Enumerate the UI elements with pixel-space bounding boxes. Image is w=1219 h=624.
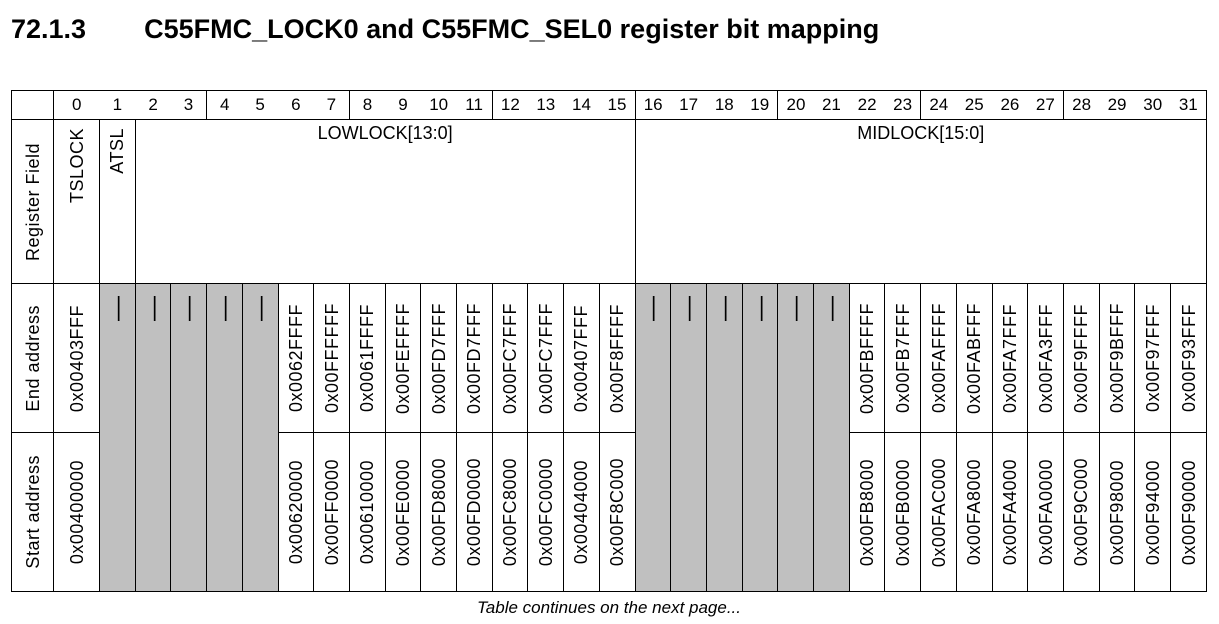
bit-number: 28 (1063, 91, 1099, 120)
end-address-value: 0x00407FFF (571, 304, 592, 412)
start-address-value: 0x00FA0000 (1035, 459, 1056, 566)
field-label: ATSL (107, 128, 128, 174)
start-address-value: 0x00400000 (66, 459, 87, 565)
end-address-cell (1135, 284, 1171, 433)
register-bit-mapping-table (11, 90, 1207, 592)
bit-number: 4 (207, 91, 243, 120)
end-address-cell (421, 284, 457, 433)
start-address-cell (349, 433, 385, 592)
bit-number: 10 (421, 91, 457, 120)
end-address-value: 0x00FD7FFF (428, 302, 449, 414)
reserved-dash: — (174, 296, 203, 322)
bit-number: 29 (1099, 91, 1135, 120)
bit-number: 19 (742, 91, 778, 120)
end-address-cell (528, 284, 564, 433)
section-heading (11, 14, 1219, 45)
end-address-value: 0x00FA7FFF (999, 303, 1020, 413)
end-address-value: 0x0061FFFF (357, 304, 378, 413)
reserved-cell (135, 284, 171, 592)
start-address-cell (992, 433, 1028, 592)
end-address-value: 0x00FC7FFF (535, 302, 556, 414)
reserved-cell (706, 284, 742, 592)
reserved-dash: — (102, 296, 131, 322)
bit-number: 20 (778, 91, 814, 120)
reserved-cell (100, 284, 136, 592)
reserved-dash: — (209, 296, 238, 322)
start-address-value: 0x00FC8000 (500, 458, 521, 567)
start-address-value: 0x00FA8000 (964, 459, 985, 566)
end-address-value: 0x00F97FFF (1142, 304, 1163, 413)
field-label: LOWLOCK[13:0] (317, 123, 453, 144)
bit-number: 9 (385, 91, 421, 120)
end-address-cell (1028, 284, 1064, 433)
end-address-cell (956, 284, 992, 433)
start-address-cell (1171, 433, 1207, 592)
start-address-cell (528, 433, 564, 592)
start-address-cell (1135, 433, 1171, 592)
start-address-cell (849, 433, 885, 592)
end-address-value: 0x00FD7FFF (464, 302, 485, 414)
bit-number: 1 (100, 91, 136, 120)
start-address-cell (421, 433, 457, 592)
start-address-value: 0x00FE0000 (392, 458, 413, 566)
start-address-cell (885, 433, 921, 592)
end-address-cell (314, 284, 350, 433)
field-label: TSLOCK (66, 128, 87, 204)
start-address-value: 0x00FD0000 (464, 458, 485, 567)
bit-number: 6 (278, 91, 314, 120)
reserved-dash: — (138, 296, 167, 322)
end-address-value: 0x00FB7FFF (892, 303, 913, 414)
reserved-dash: — (816, 296, 845, 322)
end-address-row (12, 284, 1207, 433)
bit-number: 0 (54, 91, 100, 120)
bit-number: 30 (1135, 91, 1171, 120)
section-number: 72.1.3 (11, 14, 87, 44)
bit-number: 12 (492, 91, 528, 120)
end-address-cell (849, 284, 885, 433)
end-address-cell (599, 284, 635, 433)
reserved-cell (635, 284, 671, 592)
field-cell-atsl (100, 120, 136, 284)
end-address-value: 0x00F8FFFF (607, 303, 628, 413)
start-address-cell (492, 433, 528, 592)
start-address-value: 0x00FB8000 (857, 458, 878, 566)
end-address-cell (349, 284, 385, 433)
end-address-cell (1171, 284, 1207, 433)
row-label-register-field (12, 120, 54, 284)
reserved-cell (814, 284, 850, 592)
end-address-cell (1063, 284, 1099, 433)
end-address-value: 0x00FA3FFF (1035, 303, 1056, 413)
start-address-value: 0x00FF0000 (321, 459, 342, 566)
end-address-cell (492, 284, 528, 433)
bit-number: 15 (599, 91, 635, 120)
row-label-text: Start address (22, 455, 43, 569)
end-address-value: 0x00FBFFFF (857, 302, 878, 414)
start-address-value: 0x00F8C000 (607, 458, 628, 567)
bit-number: 16 (635, 91, 671, 120)
bit-number: 11 (457, 91, 493, 120)
start-address-value: 0x00F9C000 (1071, 458, 1092, 567)
bit-number: 22 (849, 91, 885, 120)
reserved-cell (671, 284, 707, 592)
field-cell-tslock (54, 120, 100, 284)
start-address-value: 0x00F94000 (1142, 459, 1163, 565)
reserved-cell (171, 284, 207, 592)
reserved-cell (778, 284, 814, 592)
start-address-cell (457, 433, 493, 592)
start-address-value: 0x00FB0000 (892, 458, 913, 566)
end-address-value: 0x00F9BFFF (1107, 303, 1128, 414)
table-continuation-note: Table continues on the next page... (476, 598, 741, 618)
row-label-text: Register Field (22, 142, 43, 261)
reserved-dash: — (638, 296, 667, 322)
start-address-value: 0x00FAC000 (928, 457, 949, 567)
bit-number: 5 (242, 91, 278, 120)
end-address-cell (54, 284, 100, 433)
section-title: C55FMC_LOCK0 and C55FMC_SEL0 register bit mapping (144, 14, 880, 44)
end-address-cell (921, 284, 957, 433)
bit-number: 24 (921, 91, 957, 120)
row-label-end-address (12, 284, 54, 433)
end-address-value: 0x00403FFF (66, 304, 87, 412)
start-address-cell (54, 433, 100, 592)
start-address-value: 0x00FD8000 (428, 458, 449, 567)
start-address-value: 0x00F90000 (1178, 459, 1199, 565)
end-address-value: 0x00FFFFFF (321, 303, 342, 414)
end-address-cell (992, 284, 1028, 433)
reserved-dash: — (781, 296, 810, 322)
end-address-value: 0x00FEFFFF (392, 302, 413, 414)
start-address-cell (564, 433, 600, 592)
start-address-value: 0x00610000 (357, 459, 378, 565)
start-address-cell (1063, 433, 1099, 592)
start-address-value: 0x00620000 (285, 459, 306, 565)
bit-number: 2 (135, 91, 171, 120)
start-address-cell (314, 433, 350, 592)
end-address-value: 0x00FC7FFF (500, 302, 521, 414)
bit-number-row (12, 91, 1207, 120)
end-address-value: 0x00FAFFFF (928, 303, 949, 414)
register-field-row (12, 120, 1207, 284)
field-label: MIDLOCK[15:0] (857, 123, 985, 144)
corner-cell (12, 91, 54, 120)
start-address-cell (956, 433, 992, 592)
row-label-text: End address (22, 304, 43, 412)
end-address-cell (1099, 284, 1135, 433)
reserved-cell (242, 284, 278, 592)
start-address-value: 0x00F98000 (1107, 459, 1128, 565)
reserved-cell (742, 284, 778, 592)
bit-number: 27 (1028, 91, 1064, 120)
start-address-cell (278, 433, 314, 592)
bit-number: 21 (814, 91, 850, 120)
bit-number: 31 (1171, 91, 1207, 120)
reserved-dash: — (745, 296, 774, 322)
end-address-cell (385, 284, 421, 433)
start-address-cell (1028, 433, 1064, 592)
bit-number: 13 (528, 91, 564, 120)
reserved-dash: — (709, 296, 738, 322)
row-label-start-address (12, 433, 54, 592)
bit-number: 26 (992, 91, 1028, 120)
start-address-value: 0x00FA4000 (999, 459, 1020, 566)
end-address-value: 0x00F9FFFF (1071, 303, 1092, 413)
reserved-dash: — (674, 296, 703, 322)
end-address-cell (278, 284, 314, 433)
bit-number: 14 (564, 91, 600, 120)
end-address-value: 0x00FABFFF (964, 302, 985, 414)
field-cell-midlock-15-0- (635, 120, 1206, 284)
end-address-value: 0x0062FFFF (285, 304, 306, 413)
bit-number: 3 (171, 91, 207, 120)
start-address-value: 0x00FC0000 (535, 458, 556, 567)
start-address-cell (921, 433, 957, 592)
start-address-value: 0x00404000 (571, 459, 592, 565)
bit-number: 8 (349, 91, 385, 120)
bit-number: 17 (671, 91, 707, 120)
field-cell-lowlock-13-0- (135, 120, 635, 284)
end-address-cell (885, 284, 921, 433)
bit-number: 25 (956, 91, 992, 120)
start-address-cell (599, 433, 635, 592)
reserved-dash: — (245, 296, 274, 322)
end-address-cell (564, 284, 600, 433)
start-address-cell (1099, 433, 1135, 592)
bit-number: 23 (885, 91, 921, 120)
end-address-cell (457, 284, 493, 433)
bit-number: 18 (706, 91, 742, 120)
start-address-cell (385, 433, 421, 592)
reserved-cell (207, 284, 243, 592)
end-address-value: 0x00F93FFF (1178, 304, 1199, 413)
bit-number: 7 (314, 91, 350, 120)
